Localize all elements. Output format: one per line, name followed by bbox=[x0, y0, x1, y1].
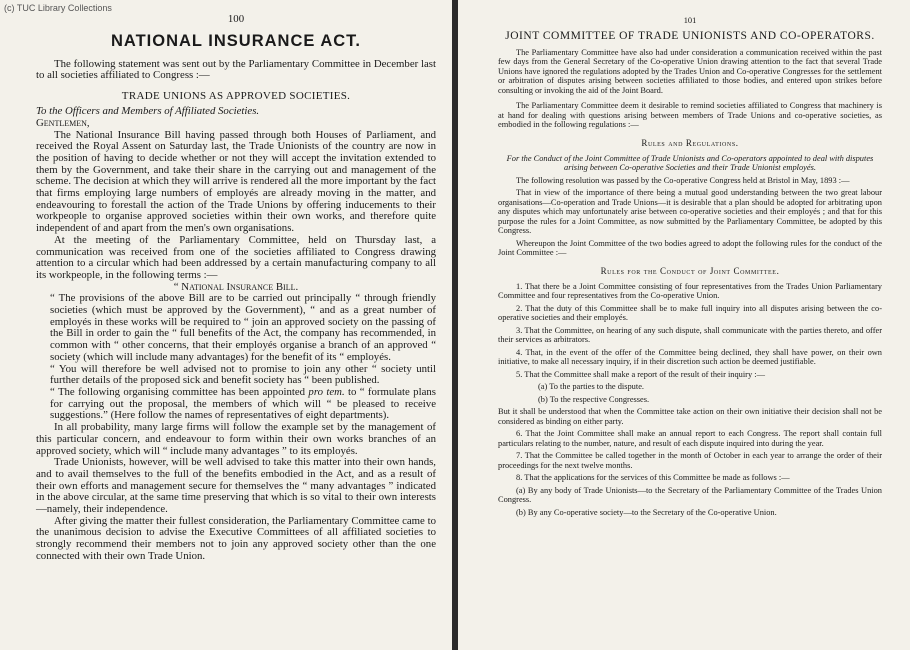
paragraph: The Parliamentary Committee have also had under consideration a communication received within the past few days from the General Secretary of the Co-operative Union drawing attention to the fact that several Trade Unions have ignored the regulations adopted by the Trades Union and Co-operative Congresses for the settlement or arbitration of disputes arising between societies affiliated to those bodies, and entered upon strikes before consulting or invoking the aid of the Joint Board. bbox=[498, 47, 882, 95]
right-page bbox=[458, 0, 910, 650]
rule-subitem: (a) By any body of Trade Unionists—to the Secretary of the Parliamentary Committee of the Trades Union Congress. bbox=[498, 485, 882, 504]
rule-item: 3. That the Committee, on hearing of any such dispute, shall communicate with the parties thereto, and offer their services as arbitrators. bbox=[498, 325, 882, 344]
quote-title: “ National Insurance Bill. bbox=[173, 280, 299, 293]
rule-item: 1. That there be a Joint Committee consisting of four representatives from the Trades Union Parliamentary Committee and four representatives from the Co-operative Union. bbox=[498, 281, 882, 300]
rule-item: 2. That the duty of this Committee shall be to make full inquiry into all disputes arising between the co-operative societies and their employés. bbox=[498, 303, 882, 322]
page-title: NATIONAL INSURANCE ACT. bbox=[110, 31, 362, 50]
paragraph: In all probability, many large firms will follow the example set by the management of this particular concern, and endeavour to form within their own works branches of an approved society, which will “ include many advantages ” to its employés. bbox=[36, 421, 436, 457]
rule-item: 6. That the Joint Committee shall make an annual report to each Congress. The report shall contain full particulars relating to the number, nature, and result of each dispute inquired into during the year. bbox=[498, 429, 882, 448]
resolution-quote: That in view of the importance of there being a mutual good understanding between the two great labour organisations—Co-operation and Trade Unions—it is desirable that a plan should be adopted for arbitrating upon any disputes which may unfortunately arise between co-operative societies and their employés ; and that for this purpose the rules for a Joint Committee, as now submitted by the Parliamentary Committee, be adopted by this Congress. bbox=[498, 188, 882, 235]
rule-item: 5. That the Committee shall make a report of the result of their inquiry :— bbox=[516, 369, 765, 379]
quote-text: “ The following organising committee has been appointed bbox=[50, 385, 306, 398]
rule-item: 4. That, in the event of the offer of the Committee being declined, they shall have power, on their own initiative, to make all necessary inquiry, if in their discretion such action be deemed justifiable. bbox=[498, 347, 882, 366]
rule-subitem: (b) To the respective Congresses. bbox=[538, 394, 650, 404]
page-number: 101 bbox=[683, 16, 697, 25]
paragraph: The Parliamentary Committee deem it desirable to remind societies affiliated to Congress that machinery is at hand for dealing with questions arising between members of Trade Unions and co-operative societies, as embodied in the following regulations :— bbox=[498, 101, 882, 129]
rule-subitem: (a) To the parties to the dispute. bbox=[538, 382, 645, 391]
paragraph: At the meeting of the Parliamentary Committee, held on Thursday last, a communication was received from one of the societies affiliated to Congress drawing attention to a circular which had been addressed by a certain manufacturing company to all its workpeople, in the following terms :— bbox=[36, 233, 436, 281]
paragraph: The National Insurance Bill having passed through both Houses of Parliament, and received the Royal Assent on Saturday last, the Trade Unionists of the country are now in the position of having to decide whether or not they will accept the invitation extended to them by the Government, and take their share in the carrying out and management of the scheme. The decision at which they will arrive is rendered all the more important by the fact that firms employing large numbers of employés are already moving in the matter, and endeavouring to forestall the action of the Trade Unions by offering inducements to their workpeople to organise approved societies within their own works, and therefore quite independent of and apart from the men's own organisations. bbox=[36, 128, 436, 235]
address-line: To the Officers and Members of Affiliated Societies. bbox=[36, 105, 260, 118]
rules-heading: Rules for the Conduct of Joint Committee. bbox=[600, 265, 780, 276]
quote-paragraph: “ The provisions of the above Bill are to be carried out principally “ through friendly societies (which must be approved by the Government), “ and as a great number of employés in these works will be required to “ join an approved society on the passing of the Bill in order to gain the “ full benefits of the Act, the company has recommended, in common with “ other concerns, that their employés organise a branch of an approved “ society (which will include many advantages) for the benefit of its “ employés. bbox=[50, 292, 436, 363]
rules-heading: Rules and Regulations. bbox=[641, 137, 739, 148]
paragraph: But it shall be understood that when the Committee take action on their own initiative their decision shall not be considered as binding on either party. bbox=[498, 407, 882, 426]
quote-emphasis: pro tem. bbox=[308, 385, 345, 398]
paragraph: Whereupon the Joint Committee of the two bodies agreed to adopt the following rules for the conduct of the Joint Committee :— bbox=[498, 238, 882, 257]
quote-paragraph bbox=[36, 387, 436, 422]
quote-text: to “ formulate plans for carrying out the proposal, the members of which will “ be pleased to receive suggestions.” (Here follow the names of representatives of eight departments). bbox=[50, 385, 436, 422]
paragraph: After giving the matter their fullest consideration, the Parliamentary Committee came to the unanimous decision to advise the Executive Committees of all affiliated societies to strongly recommend their members not to join any approved society other than the one connected with their own Trade Union. bbox=[36, 514, 436, 562]
salutation: Gentlemen, bbox=[36, 116, 90, 129]
paragraph: Trade Unionists, however, will be well advised to take this matter into their own hands, and to avail themselves to the full of the benefits embodied in the Act, and as a result of their own efforts and management secure for themselves the “ many advantages ” indicated in the above circular, at the same time preserving that which is so vital to their own interests—namely, their independence. bbox=[36, 456, 436, 516]
watermark: (c) TUC Library Collections bbox=[4, 3, 112, 13]
quote-paragraph: “ You will therefore be well advised not to promise to join any other “ society until further details of the proposed sick and benefit society has “ been published. bbox=[50, 362, 436, 387]
section-heading: TRADE UNIONS AS APPROVED SOCIETIES. bbox=[121, 90, 351, 103]
rule-item: 8. That the applications for the services of this Committee be made as follows :— bbox=[516, 473, 790, 482]
intro-paragraph: The following statement was sent out by the Parliamentary Committee in December last to all societies affiliated to Congress :— bbox=[36, 57, 436, 82]
paragraph: The following resolution was passed by the Co-operative Congress held at Bristol in May, 1893 :— bbox=[516, 175, 850, 185]
left-page bbox=[0, 0, 452, 650]
page-title: JOINT COMMITTEE OF TRADE UNIONISTS AND CO-OPERATORS. bbox=[505, 29, 875, 42]
rule-item: 7. That the Committee be called together in the month of October in each year to arrange the order of their proceedings for the next twelve months. bbox=[498, 451, 882, 470]
rule-subitem: (b) By any Co-operative society—to the Secretary of the Co-operative Union. bbox=[516, 507, 777, 517]
rules-intro: For the Conduct of the Joint Committee of Trade Unionists and Co-operators appointed to deal with disputes arising between Co-operative Societies and their Trade Unionist employés. bbox=[506, 153, 874, 172]
page-number: 100 bbox=[227, 13, 245, 25]
